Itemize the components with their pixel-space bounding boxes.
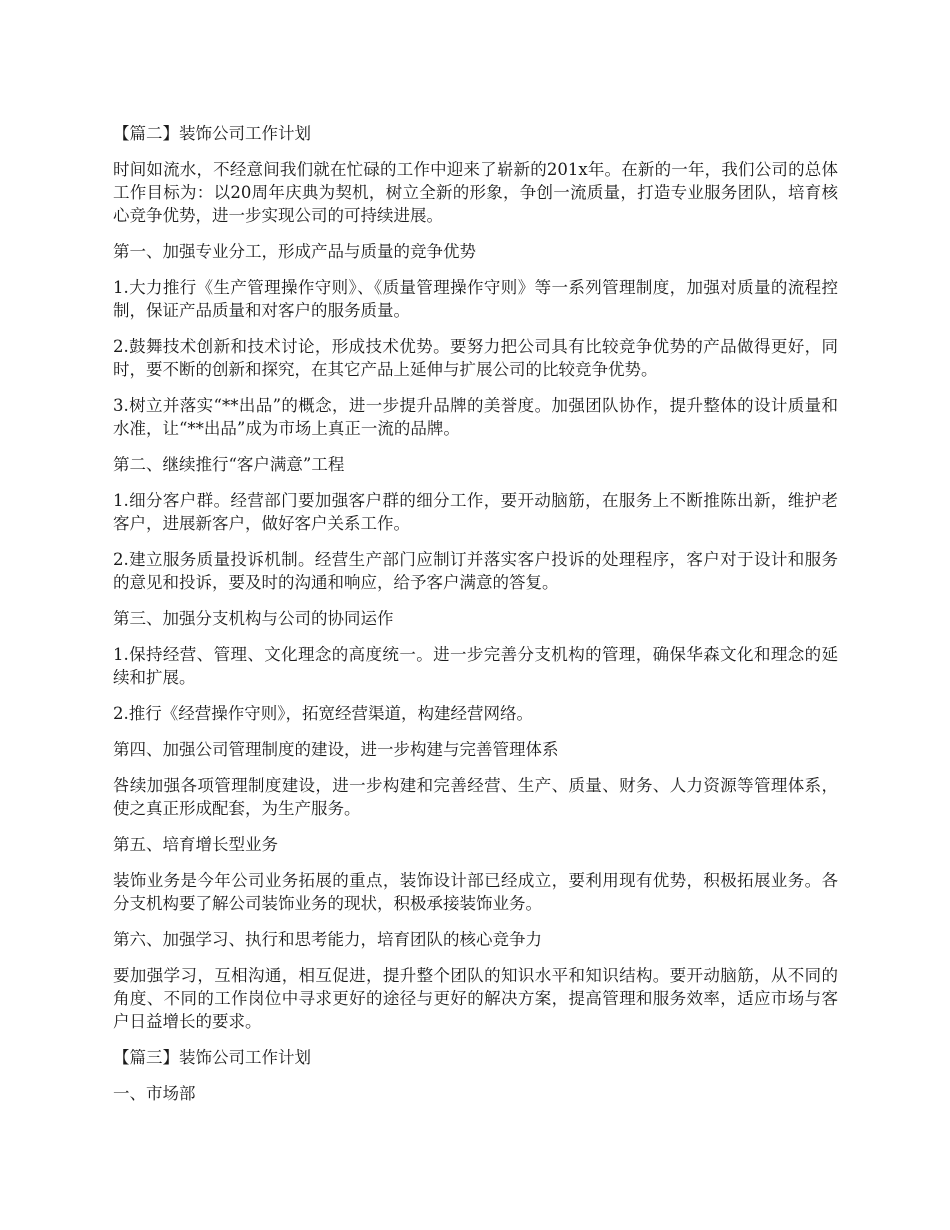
document-page xyxy=(113,122,838,1118)
paragraph: 1.大力推行《生产管理操作守则》、《质量管理操作守则》等一系列管理制度，加强对质量的流程控制，保证产品质量和对客户的服务质量。 xyxy=(113,278,838,320)
heading-second: 第二、继续推行“客户满意”工程 xyxy=(113,455,345,474)
heading-market-department: 一、市场部 xyxy=(113,1084,196,1103)
heading-sixth: 第六、加强学习、执行和思考能力，培育团队的核心竞争力 xyxy=(113,930,542,949)
paragraph: 3.树立并落实“**出品”的概念，进一步提升品牌的美誉度。加强团队协作，提升整体的设计质量和水准，让“**出品”成为市场上真正一流的品牌。 xyxy=(113,396,838,438)
heading-fourth: 第四、加强公司管理制度的建设，进一步构建与完善管理体系 xyxy=(113,740,559,759)
paragraph: 1.细分客户群。经营部门要加强客户群的细分工作，要开动脑筋，在服务上不断推陈出新，维护老客户，进展新客户，做好客户关系工作。 xyxy=(113,491,838,533)
section-title-part-two: 【篇二】装饰公司工作计划 xyxy=(113,124,311,143)
heading-first: 第一、加强专业分工，形成产品与质量的竞争优势 xyxy=(113,242,476,261)
heading-fifth: 第五、培育增长型业务 xyxy=(113,835,278,854)
paragraph: 2.鼓舞技术创新和技术讨论，形成技术优势。要努力把公司具有比较竞争优势的产品做得更好，同时，要不断的创新和探究，在其它产品上延伸与扩展公司的比较竞争优势。 xyxy=(113,337,838,379)
section-title-part-three: 【篇三】装饰公司工作计划 xyxy=(113,1048,311,1067)
paragraph: 2.推行《经营操作守则》，拓宽经营渠道，构建经营网络。 xyxy=(113,704,533,723)
paragraph: 要加强学习，互相沟通，相互促进，提升整个团队的知识水平和知识结构。要开动脑筋，从不同的角度、不同的工作岗位中寻求更好的途径与更好的解决方案，提高管理和服务效率，适应市场与客户日益增长的要求。 xyxy=(113,966,838,1031)
paragraph: 1.保持经营、管理、文化理念的高度统一。进一步完善分支机构的管理，确保华森文化和理念的延续和扩展。 xyxy=(113,645,838,687)
paragraph: 咎续加强各项管理制度建设，进一步构建和完善经营、生产、质量、财务、人力资源等管理体系，使之真正形成配套，为生产服务。 xyxy=(113,776,838,818)
intro-paragraph: 时间如流水，不经意间我们就在忙碌的工作中迎来了崭新的201x年。在新的一年，我们公司的总体工作目标为：以20周年庆典为契机，树立全新的形象，争创一流质量，打造专业服务团队，培育核心竞争优势，进一步实现公司的可持续进展。 xyxy=(113,160,838,225)
paragraph: 装饰业务是今年公司业务拓展的重点，装饰设计部已经成立，要利用现有优势，积极拓展业务。各分支机构要了解公司装饰业务的现状，积极承接装饰业务。 xyxy=(113,871,838,913)
paragraph: 2.建立服务质量投诉机制。经营生产部门应制订并落实客户投诉的处理程序，客户对于设计和服务的意见和投诉，要及时的沟通和响应，给予客户满意的答复。 xyxy=(113,550,838,592)
heading-third: 第三、加强分支机构与公司的协同运作 xyxy=(113,609,394,628)
